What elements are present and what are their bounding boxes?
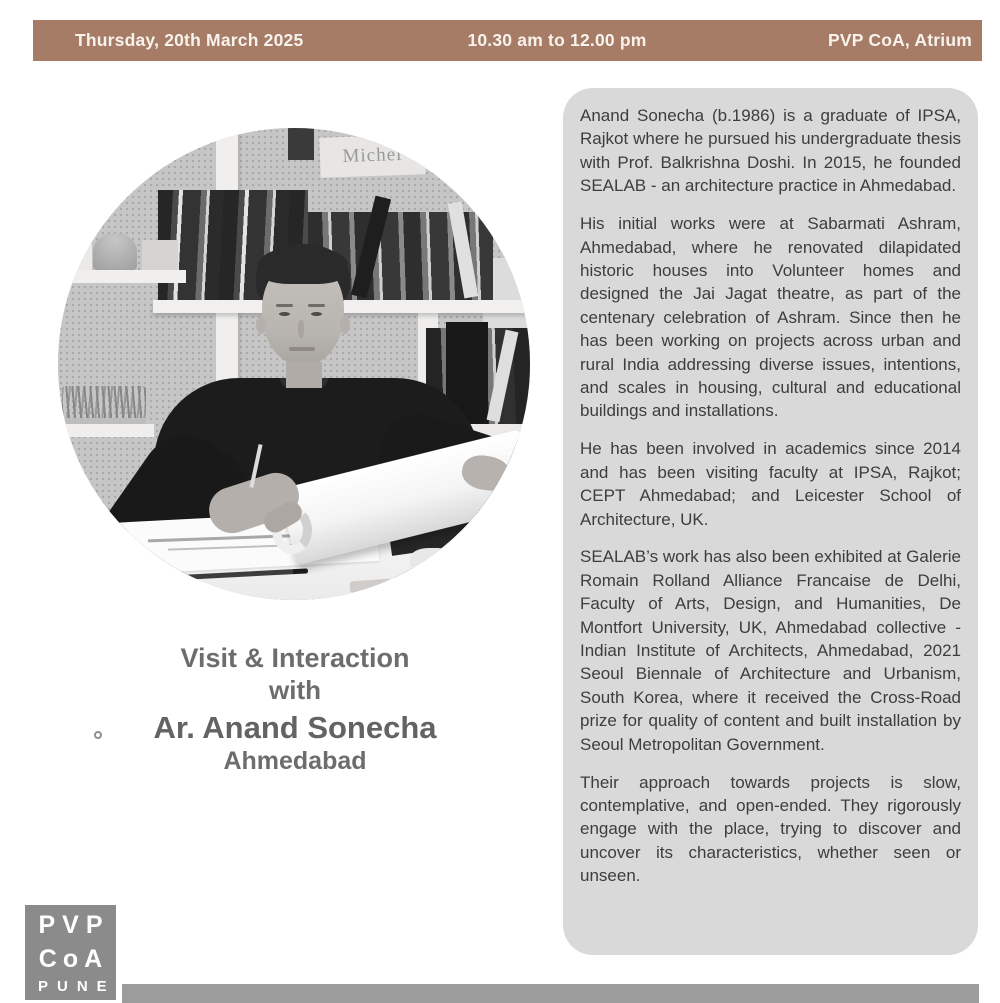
- book-spine-label: Michel: [342, 143, 403, 168]
- event-date: Thursday, 20th March 2025: [75, 30, 304, 50]
- speaker-name: Ar. Anand Sonecha: [153, 710, 437, 745]
- bio-paragraph: SEALAB’s work has also been exhibited at Galerie Romain Rolland Alliance Francaise de Delhi, Faculty of Arts, Design, and Humanities, De Montfort University, UK, Ahmedabad collective - Indian Institute of Architects, Ahmedabad, 2021 Seoul Biennale of Architecture and Urbanism, South Korea, where it received the Cross-Road prize for quality of content and built installation by Seoul Metropolitan Government.: [580, 547, 961, 754]
- eyebrow: [308, 304, 325, 307]
- bio-paragraph: Their approach towards projects is slow, contemplative, and open-ended. They rigorously engage with the place, trying to discover and uncover its characteristics, whether seen or unseen.: [580, 772, 961, 886]
- logo-line-pune: PUNE: [38, 978, 116, 995]
- shelf-board-left-lower: [58, 424, 154, 437]
- dome-model: [93, 233, 137, 270]
- bio-paragraph: He has been involved in academics since 2014 and has been visiting faculty at IPSA, Rajkot; CEPT Ahmedabad; and Leicester School of Architecture, UK.: [580, 439, 961, 529]
- bio-paragraph: Anand Sonecha (b.1986) is a graduate of IPSA, Rajkot where he pursued his undergraduate thesis with Prof. Balkrishna Doshi. In 2015, he founded SEALAB - an architecture practice in Ahmedabad.: [580, 106, 961, 196]
- person-neck: [286, 362, 322, 388]
- ear: [256, 316, 266, 334]
- book-spine-michel: [319, 134, 425, 178]
- pvp-coa-logo: [25, 905, 116, 1000]
- bio-paragraph: His initial works were at Sabarmati Ashram, Ahmedabad, where he renovated dilapidated historic houses into Volunteer homes and designed the Jai Jagat theatre, as part of the centenary celebration of Ashram. Since then he has been working on projects across urban and rural India addressing diverse issues, intentions, and scales in housing, cultural and educational buildings and installations.: [580, 214, 961, 421]
- eyebrow: [276, 304, 293, 307]
- event-info-bar: [33, 20, 982, 61]
- mouth: [289, 347, 315, 351]
- bio-panel: [563, 88, 978, 955]
- logo-line-coa: CoA: [38, 944, 109, 973]
- event-venue: PVP CoA, Atrium: [828, 30, 972, 50]
- white-model-box: [60, 244, 92, 270]
- shelf-board-left-upper: [58, 270, 186, 283]
- crumpled-paper: [410, 548, 456, 574]
- eye: [279, 312, 290, 316]
- event-time: 10.30 am to 12.00 pm: [467, 30, 647, 50]
- portrait-photo: [58, 128, 530, 600]
- ear: [340, 316, 350, 334]
- small-circle-mark: [94, 731, 102, 739]
- speaker-city: Ahmedabad: [223, 747, 367, 775]
- nose: [298, 320, 304, 338]
- person-hairline: [258, 246, 348, 284]
- event-title-block: [35, 642, 555, 777]
- small-model: [142, 240, 178, 270]
- event-title-line2: with: [269, 675, 321, 705]
- logo-line-pvp: PVP: [38, 911, 110, 939]
- shelf-plant: [62, 386, 146, 424]
- event-title-line1: Visit & Interaction: [180, 643, 410, 673]
- eye: [311, 312, 322, 316]
- small-object-on-shelf: [288, 128, 314, 160]
- bottom-gray-bar: [122, 984, 979, 1003]
